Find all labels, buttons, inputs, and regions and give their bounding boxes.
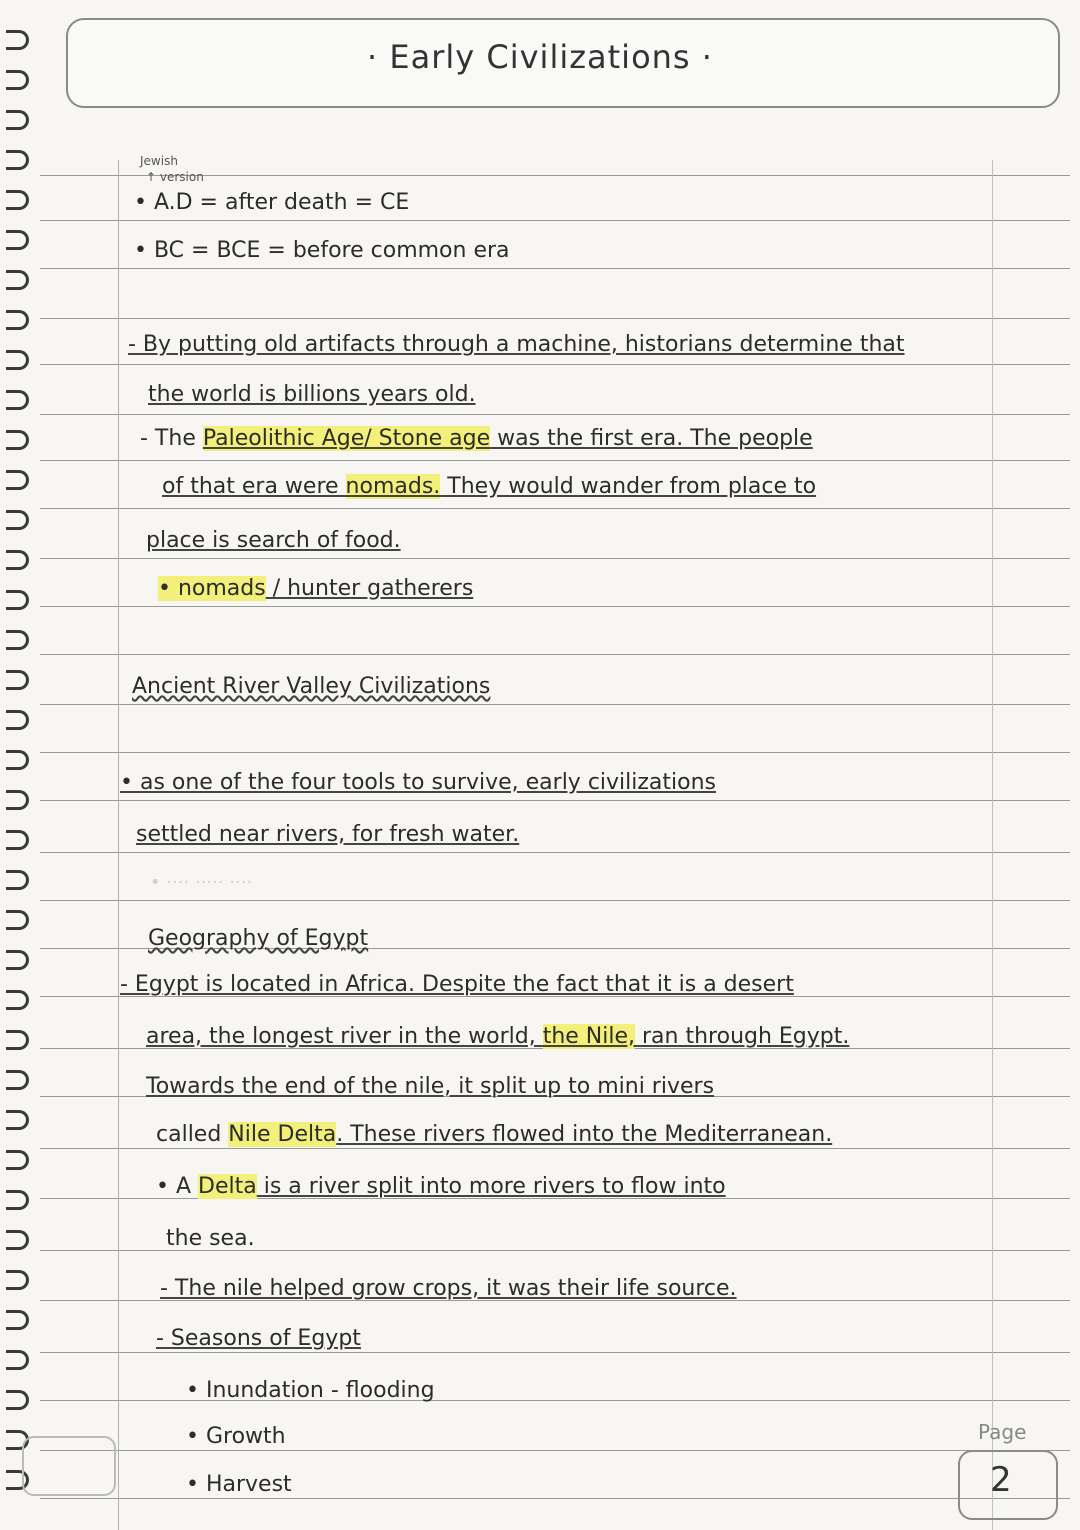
note-egypt-line4 [156, 1122, 832, 1147]
text-segment: ran through Egypt. [635, 1024, 850, 1049]
ruled-line [40, 654, 1070, 655]
note-paleolithic-line1 [140, 426, 813, 451]
highlight-nile-delta: Nile Delta [228, 1122, 337, 1147]
corner-page-box [22, 1436, 116, 1496]
text-segment: is a river split into more rivers to flow into [256, 1174, 726, 1199]
note-bc: • BC = BCE = before common era [134, 238, 510, 263]
right-margin-line [992, 160, 993, 1530]
erased-text: • ···· ····· ···· [150, 872, 253, 893]
page-title: · Early Civilizations · [367, 38, 713, 76]
ruled-line [40, 220, 1070, 221]
ruled-line [40, 508, 1070, 509]
note-paleolithic-line3: place is search of food. [146, 528, 401, 553]
note-nomads-bullet [158, 576, 473, 601]
text-segment: . These rivers flowed into the Mediterranean. [336, 1122, 833, 1147]
note-egypt-line3: Towards the end of the nile, it split up to mini rivers [146, 1074, 715, 1099]
ruled-line [40, 414, 1070, 415]
ruled-line [40, 364, 1070, 365]
ruled-line [40, 900, 1070, 901]
ruled-line [40, 606, 1070, 607]
heading-river-valley: Ancient River Valley Civilizations [132, 674, 491, 699]
note-ad: • A.D = after death = CE [134, 190, 410, 215]
heading-geography-egypt: Geography of Egypt [148, 926, 369, 951]
highlight-nomads: nomads. [345, 474, 441, 499]
ruled-line [40, 268, 1070, 269]
highlight-nile: the Nile, [542, 1024, 636, 1049]
highlight-paleolithic: Paleolithic Age/ Stone age [202, 426, 491, 451]
ruled-line [40, 800, 1070, 801]
text-segment: They would wander from place to [440, 474, 817, 499]
note-river-line2: settled near rivers, for fresh water. [136, 822, 520, 847]
ruled-line [40, 852, 1070, 853]
ruled-line [40, 1352, 1070, 1353]
page-number: 2 [990, 1460, 1012, 1500]
note-seasons-heading: - Seasons of Egypt [156, 1326, 361, 1351]
annotation-jewish: Jewish [140, 154, 178, 168]
note-nile-helped: - The nile helped grow crops, it was their life source. [160, 1276, 737, 1301]
ruled-line [40, 704, 1070, 705]
highlight-delta: Delta [198, 1174, 257, 1199]
note-river-line1: • as one of the four tools to survive, early civilizations [120, 770, 717, 795]
note-egypt-line1: - Egypt is located in Africa. Despite the fact that it is a desert [120, 972, 794, 997]
note-artifacts-line2: the world is billions years old. [148, 382, 476, 407]
ruled-line [40, 752, 1070, 753]
season-harvest: • Harvest [186, 1472, 292, 1497]
text-segment: / hunter gatherers [265, 576, 474, 601]
left-margin-line [118, 160, 119, 1530]
note-egypt-line2 [146, 1024, 849, 1049]
annotation-version: ↑ version [146, 170, 204, 184]
ruled-line [40, 1148, 1070, 1149]
text-segment: area, the longest river in the world, [146, 1024, 543, 1049]
ruled-line [40, 1450, 1070, 1451]
note-paleolithic-line2 [162, 474, 816, 499]
note-delta-line2: the sea. [166, 1226, 255, 1251]
page-label: Page [978, 1420, 1027, 1444]
note-artifacts-line1: - By putting old artifacts through a machine, historians determine that [128, 332, 905, 357]
ruled-line [40, 318, 1070, 319]
text-segment: of that era were [162, 474, 346, 499]
text-segment: was the first era. The people [490, 426, 813, 451]
ruled-line [40, 460, 1070, 461]
season-growth: • Growth [186, 1424, 286, 1449]
ruled-line [40, 558, 1070, 559]
highlight-nomads-bullet: • nomads [158, 576, 266, 601]
text-segment: - The [140, 426, 203, 451]
text-segment: called [156, 1122, 229, 1147]
text-segment: • A [156, 1174, 199, 1199]
season-inundation: • Inundation - flooding [186, 1378, 435, 1403]
ruled-line [40, 1498, 1070, 1499]
note-delta-definition [156, 1174, 726, 1199]
